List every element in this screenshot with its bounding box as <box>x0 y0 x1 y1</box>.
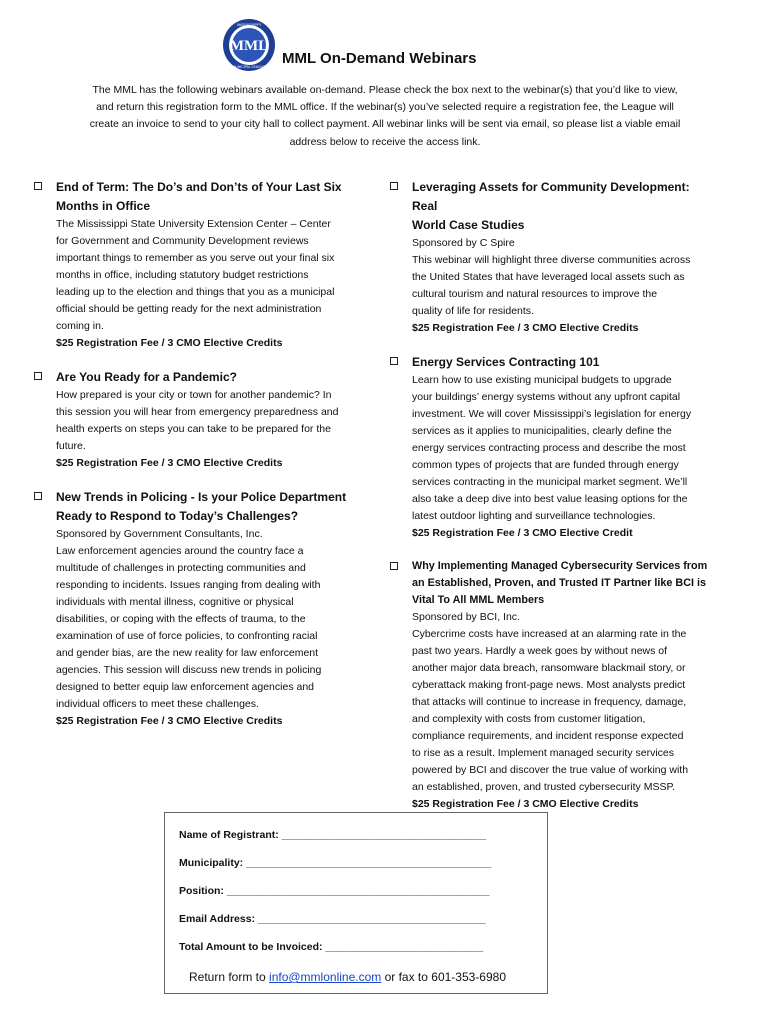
left-column <box>34 178 354 730</box>
webinar-description: examination of use of force policies, to confronting racial <box>56 630 318 642</box>
webinar-description: powered by BCI and discover the true value of working with <box>412 764 689 776</box>
webinar-description: health experts on steps you can take to be prepared for the <box>56 423 331 435</box>
webinar-description: compliance requirements, and incident response expected <box>412 730 684 742</box>
webinar-title: End of Term: The Do’s and Don’ts of Your Last Six <box>56 180 342 194</box>
webinar-sponsor: Sponsored by BCI, Inc. <box>412 611 520 623</box>
municipality-field[interactable]: Municipality: __________________________________________ <box>179 857 492 869</box>
intro-line: address below to receive the access link. <box>289 135 481 148</box>
svg-text:MUNICIPAL LEAGUE: MUNICIPAL LEAGUE <box>232 65 266 69</box>
position-field[interactable]: Position: _____________________________________________ <box>179 885 490 897</box>
registrant-name-field[interactable]: Name of Registrant: ___________________________________ <box>179 829 487 841</box>
webinar-description: months in office, including statutory budget restrictions <box>56 269 309 281</box>
webinar-description: that attacks will continue to increase in frequency, damage, <box>412 696 687 708</box>
webinar-description: common types of projects that are funded through energy <box>412 459 679 471</box>
webinar-title: Vital To All MML Members <box>412 594 545 606</box>
registration-form <box>164 812 548 994</box>
webinar-description: and gender bias, are the new reality for law enforcement <box>56 647 319 659</box>
mml-logo <box>222 18 276 72</box>
webinar-checkbox[interactable] <box>390 357 398 365</box>
webinar-title: World Case Studies <box>412 218 525 232</box>
webinar-description: individuals with mental illness, cognitive or physical <box>56 596 294 608</box>
webinar-description: future. <box>56 440 86 452</box>
webinar-energy-services <box>390 353 710 542</box>
webinar-description: this session you will hear from emergency preparedness and <box>56 406 339 418</box>
webinar-fee: $25 Registration Fee / 3 CMO Elective Credits <box>56 715 283 727</box>
webinar-description: disabilities, or coping with the effects of trauma, to the <box>56 613 306 625</box>
webinar-description: important things to remember as you serve out your final six <box>56 252 335 264</box>
webinar-description: Cybercrime costs have increased at an alarming rate in the <box>412 628 687 640</box>
webinar-description: investment. We will cover Mississippi’s legislation for energy <box>412 408 692 420</box>
webinar-fee: $25 Registration Fee / 3 CMO Elective Credit <box>412 527 633 539</box>
webinar-description: the United States that have leveraged local assets such as <box>412 271 685 283</box>
webinar-description: individual officers to meet these challenges. <box>56 698 259 710</box>
webinar-description: multitude of challenges in protecting communities and <box>56 562 306 574</box>
svg-text:MISSISSIPPI: MISSISSIPPI <box>237 22 261 27</box>
webinar-description: for Government and Community Development reviews <box>56 235 309 247</box>
webinar-description: How prepared is your city or town for another pandemic? In <box>56 389 332 401</box>
webinar-description: to rise as a result. Implement managed security services <box>412 747 675 759</box>
return-email-link[interactable]: info@mmlonline.com <box>269 970 382 984</box>
webinar-sponsor: Sponsored by Government Consultants, Inc. <box>56 528 263 540</box>
webinar-description: Learn how to use existing municipal budgets to upgrade <box>412 374 672 386</box>
webinar-description: and complexity with costs from customer litigation, <box>412 713 646 725</box>
total-amount-field[interactable]: Total Amount to be Invoiced: ___________________________ <box>179 941 484 953</box>
webinar-sponsor: Sponsored by C Spire <box>412 237 515 249</box>
webinar-title: an Established, Proven, and Trusted IT Partner like BCI is <box>412 577 706 589</box>
webinar-description: also take a deep dive into best value leasing options for the <box>412 493 688 505</box>
webinar-description: your buildings’ energy systems without any upfront capital <box>412 391 681 403</box>
webinar-title: Ready to Respond to Today’s Challenges? <box>56 509 299 523</box>
webinar-description: latest outdoor lighting and surveillance technologies. <box>412 510 656 522</box>
webinar-checkbox[interactable] <box>34 492 42 500</box>
webinar-checkbox[interactable] <box>390 562 398 570</box>
intro-line: create an invoice to send to your city hall to collect payment. All webinar links will be sent via email, so please list a viable email <box>89 118 681 131</box>
webinar-description: cyberattack making front-page news. Most analysts predict <box>412 679 686 691</box>
return-instructions <box>189 970 506 984</box>
email-field[interactable]: Email Address: _______________________________________ <box>179 913 486 925</box>
webinar-pandemic <box>34 368 354 472</box>
webinar-description: The Mississippi State University Extension Center – Center <box>56 218 331 230</box>
webinar-description: agencies. This session will discuss new trends in policing <box>56 664 322 676</box>
webinar-fee: $25 Registration Fee / 3 CMO Elective Credits <box>56 337 283 349</box>
intro-line: and return this registration form to the MML office. If the webinar(s) you’ve selected require a registration fee, the League will <box>96 101 674 114</box>
webinar-description: responding to incidents. Issues ranging from dealing with <box>56 579 321 591</box>
webinar-description: cultural tourism and natural resources to improve the <box>412 288 658 300</box>
webinar-fee: $25 Registration Fee / 3 CMO Elective Credits <box>56 457 283 469</box>
webinar-description: services contracting in the municipal market segment. We’ll <box>412 476 688 488</box>
svg-text:MML: MML <box>229 38 269 54</box>
intro-line: The MML has the following webinars available on-demand. Please check the box next to the webinar(s) that you’d like to view, <box>92 84 678 96</box>
webinar-description: designed to better equip law enforcement agencies and <box>56 681 315 693</box>
return-suffix: or fax to 601-353-6980 <box>381 970 507 984</box>
right-column <box>390 178 710 813</box>
webinar-title: New Trends in Policing - Is your Police Department <box>56 490 347 504</box>
webinar-description: past two years. Hardly a week goes by without news of <box>412 645 668 657</box>
webinar-description: an established, proven, and trusted cybersecurity MSSP. <box>412 781 676 793</box>
webinar-fee: $25 Registration Fee / 3 CMO Elective Credits <box>412 798 639 810</box>
webinar-description: another major data breach, ransomware blackmail story, or <box>412 662 686 674</box>
webinar-description: leading up to the election and things that you as a municipal <box>56 286 335 298</box>
page-title: MML On-Demand Webinars <box>282 50 477 67</box>
webinar-title: Energy Services Contracting 101 <box>412 355 600 369</box>
webinar-description: quality of life for residents. <box>412 305 534 317</box>
webinar-title: Why Implementing Managed Cybersecurity Services from <box>412 560 708 572</box>
webinar-description: official should be getting ready for the next administration <box>56 303 322 315</box>
webinar-checkbox[interactable] <box>34 372 42 380</box>
webinar-title: Are You Ready for a Pandemic? <box>56 370 237 384</box>
webinar-description: energy services contracting process and describe the most <box>412 442 686 454</box>
webinar-leveraging-assets <box>390 178 710 337</box>
webinar-cybersecurity <box>390 558 710 813</box>
webinar-policing <box>34 488 354 730</box>
webinar-checkbox[interactable] <box>390 182 398 190</box>
webinar-checkbox[interactable] <box>34 182 42 190</box>
webinar-title: Months in Office <box>56 199 150 213</box>
intro-paragraph <box>50 82 720 151</box>
webinar-title: Leveraging Assets for Community Development: Real <box>412 180 690 213</box>
webinar-description: Law enforcement agencies around the country face a <box>56 545 304 557</box>
webinar-description: services as it applies to municipalities, clearly define the <box>412 425 672 437</box>
webinar-end-of-term <box>34 178 354 352</box>
return-prefix: Return form to <box>189 970 270 984</box>
webinar-description: This webinar will highlight three diverse communities across <box>412 254 691 266</box>
webinar-description: coming in. <box>56 320 104 332</box>
webinar-fee: $25 Registration Fee / 3 CMO Elective Credits <box>412 322 639 334</box>
page-header <box>0 18 770 82</box>
